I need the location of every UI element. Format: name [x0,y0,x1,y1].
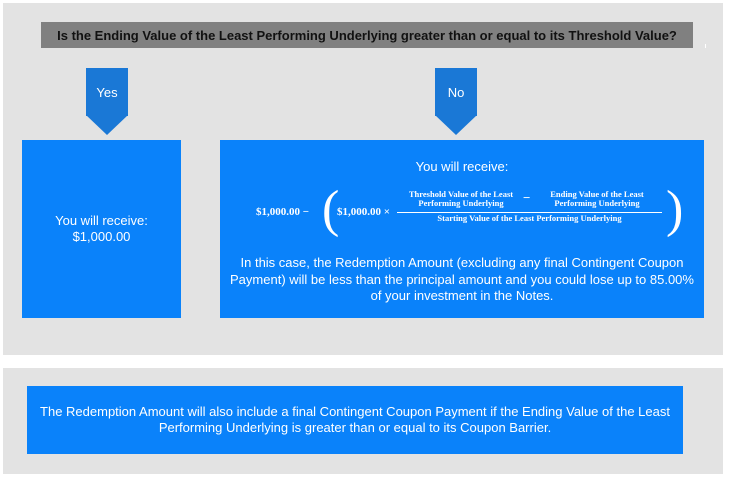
yes-arrow [86,68,128,135]
formula-denominator-starting: Starting Value of the Least Performing Underlying [437,213,622,223]
no-receive-label: You will receive: [415,159,509,174]
redemption-formula [256,181,684,238]
yes-arrow-head [86,115,128,135]
formula-inner-multiplier: $1,000.00 × [337,206,391,218]
coupon-note-box [27,386,683,454]
yes-outcome-box [22,140,181,318]
formula-open-paren: ( [322,181,340,238]
formula-close-paren: ) [666,181,684,238]
loss-note: In this case, the Redemption Amount (excluding any final Contingent Coupon Payment) will be less than the principal amount and you could lose up to 85.00% of your investment in the Notes. [230,255,694,303]
yes-amount: $1,000.00 [72,229,131,244]
question-banner: Is the Ending Value of the Least Performing Underlying greater than or equal to its Threshold Value? [41,22,693,48]
no-arrow-label: No [435,68,477,116]
decorative-tick [705,44,706,48]
no-outcome-box [220,140,704,318]
formula-lead: $1,000.00 − [256,206,310,218]
formula-numerator-ending: Ending Value of the Least Performing Underlying [550,189,644,208]
no-arrow-head [435,115,477,135]
yes-arrow-label: Yes [86,68,128,116]
formula-numerator-minus: − [523,190,531,205]
yes-receive-label: You will receive: [55,213,148,228]
no-arrow [435,68,477,135]
coupon-note-text: The Redemption Amount will also include a final Contingent Coupon Payment if the Ending Value of the Least Performing Underlying is greater than or equal to its Coupon Barrier. [40,404,670,435]
formula-numerator-threshold: Threshold Value of the Least Performing Underlying [408,189,514,208]
